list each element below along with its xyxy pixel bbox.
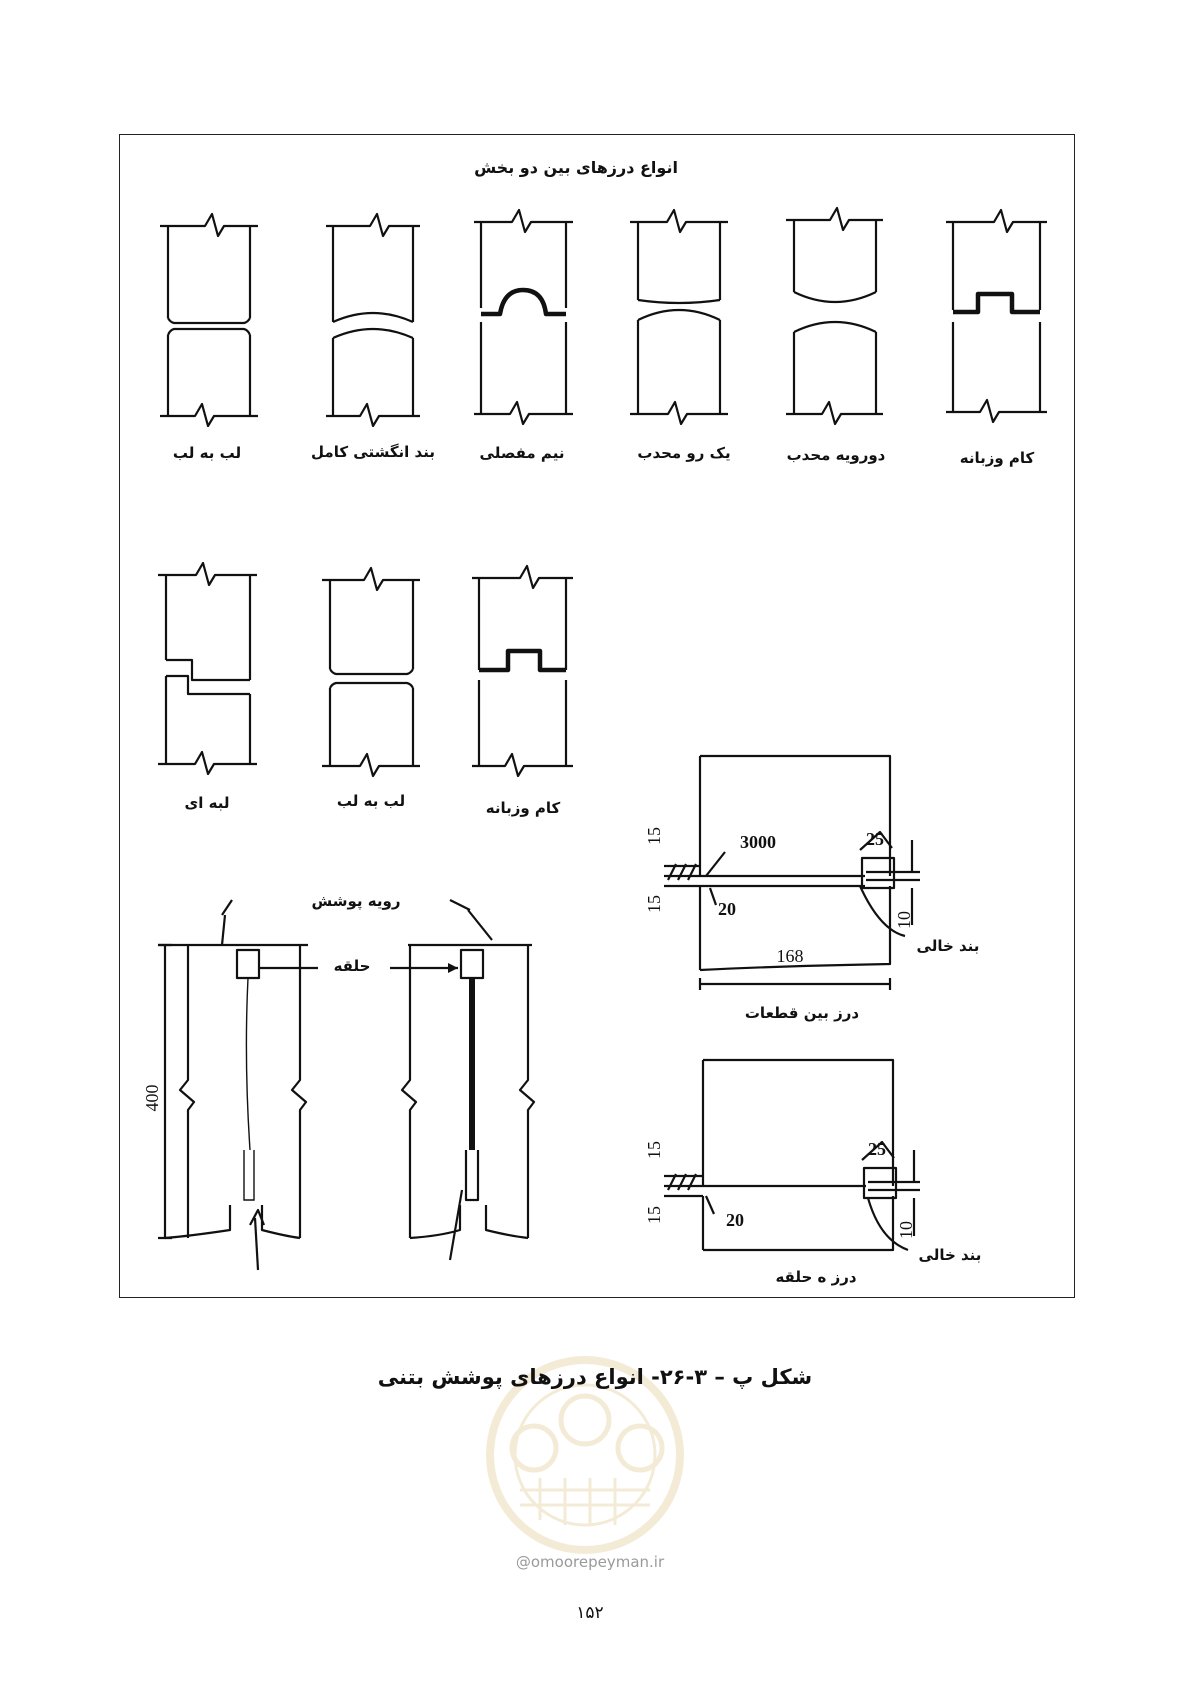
dim-3000: 3000 <box>740 832 776 852</box>
dim-168: 168 <box>776 946 804 966</box>
joint-sketch-butt <box>160 214 258 426</box>
dimension-400 <box>142 945 172 1238</box>
dim-20: 20 <box>718 899 736 919</box>
figure-caption: شکل پ – ۳-۲۶- انواع درزهای پوشش بتنی <box>377 1365 813 1389</box>
ring-joint-caption: درز ه حلقه <box>775 1268 857 1286</box>
empty-joint-label-bottom: بند خالی <box>918 1246 982 1264</box>
ring-joint-section-right <box>402 900 534 1260</box>
label-tongue-groove: کام وزبانه <box>959 449 1035 467</box>
figure-title: انواع درزهای بین دو بخش <box>474 158 678 177</box>
empty-joint-label-top: بند خالی <box>916 937 980 955</box>
label-butt-2: لب به لب <box>336 792 406 810</box>
dim-15-bottom: 15 <box>644 895 664 913</box>
joint-sketch-tongue-groove <box>946 210 1047 422</box>
page-number: ۱۵۲ <box>576 1603 604 1623</box>
dim-15-bottom-b: 15 <box>644 1206 664 1224</box>
ring-label: حلقه <box>333 957 371 975</box>
label-full-finger: بند انگشتی کامل <box>311 443 435 461</box>
dim-400-text: 400 <box>142 1084 162 1112</box>
dim-15-top-b: 15 <box>644 1141 664 1159</box>
joint-sketch-two-side-convex <box>786 208 883 424</box>
surface-label: رویه پوشش <box>311 892 401 910</box>
joint-sketch-half-hinge <box>474 210 573 424</box>
label-one-side-convex: یک رو محدب <box>637 444 731 462</box>
joint-sketch-full-finger <box>326 214 420 426</box>
dim-10-b: 10 <box>896 1221 916 1239</box>
joint-sketch-lip <box>158 563 257 774</box>
label-butt: لب به لب <box>172 444 242 462</box>
joint-sketch-one-side-convex <box>630 210 728 424</box>
label-half-hinge: نیم مفصلی <box>479 444 565 462</box>
dim-25: 25 <box>866 829 884 849</box>
label-tongue-groove-2: کام وزبانه <box>485 799 561 817</box>
dim-15-top: 15 <box>644 827 664 845</box>
label-two-side-convex: دورویه محدب <box>786 446 886 464</box>
segment-joint-caption: درز بین قطعات <box>744 1004 860 1022</box>
ring-joint-section-left <box>158 900 308 1270</box>
dim-10: 10 <box>894 911 914 929</box>
joint-sketch-butt-2 <box>322 568 420 776</box>
label-lip: لبه ای <box>184 794 230 812</box>
dim-20-b: 20 <box>726 1210 744 1230</box>
watermark-url: @omoorepeyman.ir <box>515 1553 665 1571</box>
dim-25-b: 25 <box>868 1139 886 1159</box>
joint-sketch-tongue-groove-2 <box>472 566 573 776</box>
